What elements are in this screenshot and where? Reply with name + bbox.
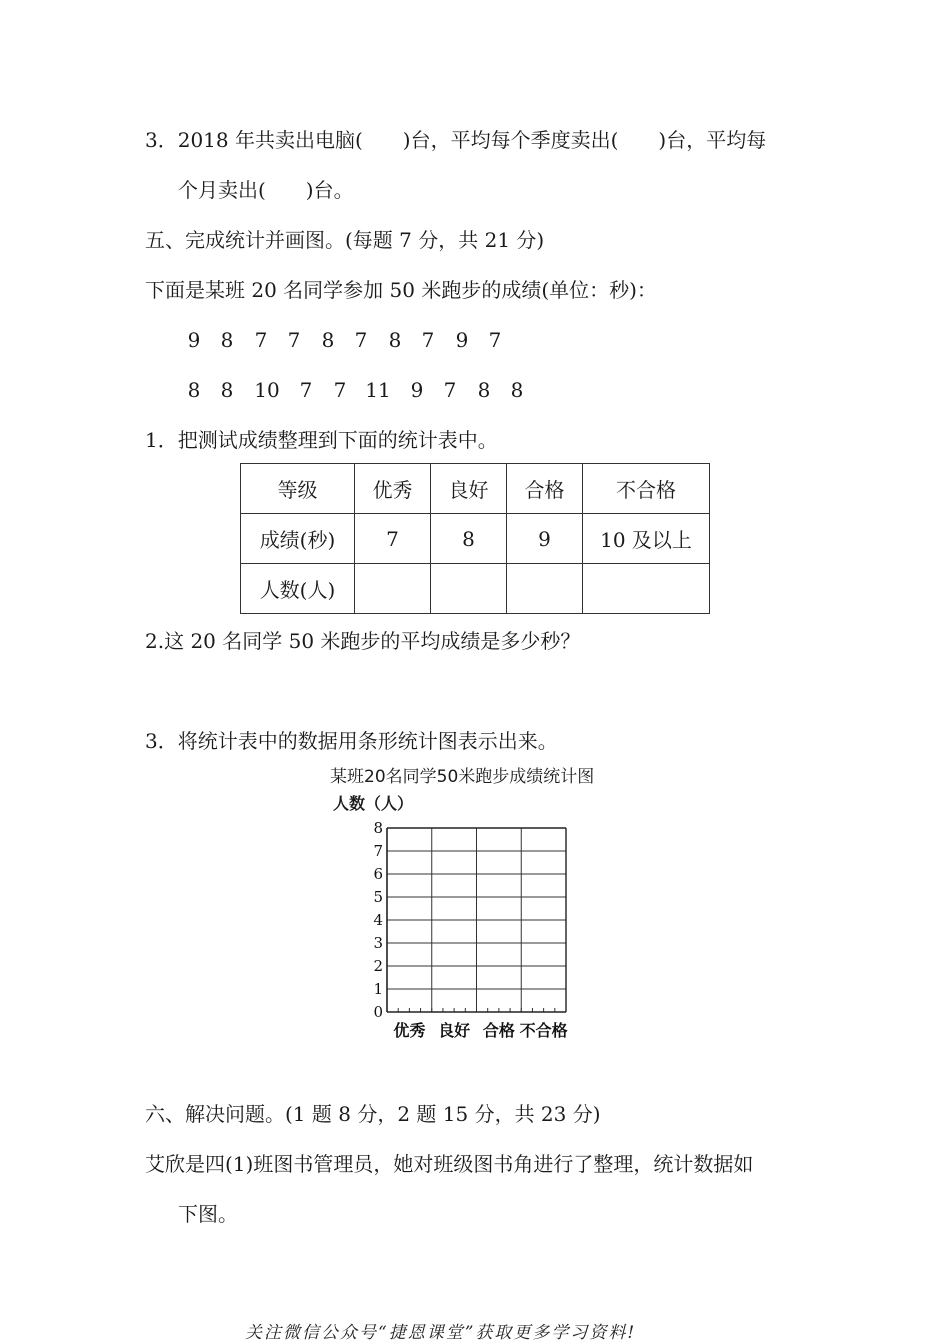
- table-cell: 8: [431, 514, 507, 564]
- y-tick-label: 5: [373, 888, 383, 906]
- y-tick-label: 1: [373, 980, 383, 998]
- q3-line1: 3．2018 年共卖出电脑( )台，平均每个季度卖出( )台，平均每: [145, 128, 767, 152]
- y-tick-label: 6: [373, 865, 383, 883]
- bar-chart: [360, 815, 600, 1045]
- x-category-label: 不合格: [519, 1021, 568, 1040]
- y-tick-label: 3: [373, 934, 383, 952]
- answer-cell[interactable]: [431, 564, 507, 614]
- chart-title: 某班20名同学50米跑步成绩统计图: [330, 767, 595, 787]
- y-tick-label: 8: [373, 819, 383, 837]
- score-value: 9: [410, 378, 424, 402]
- score-value: 7: [287, 328, 301, 352]
- y-tick-label: 7: [373, 842, 383, 860]
- table-cell: 7: [355, 514, 431, 564]
- score-value: 8: [321, 328, 335, 352]
- table-cell: 等级: [241, 464, 355, 514]
- score-value: 7: [421, 328, 435, 352]
- answer-cell[interactable]: [507, 564, 583, 614]
- score-value: 8: [510, 378, 524, 402]
- table-cell: 不合格: [583, 464, 710, 514]
- table-cell: 9: [507, 514, 583, 564]
- score-value: 7: [333, 378, 347, 402]
- y-tick-label: 2: [373, 957, 383, 975]
- y-tick-label: 0: [373, 1003, 383, 1021]
- score-value: 8: [388, 328, 402, 352]
- score-value: 9: [187, 328, 201, 352]
- score-value: 8: [187, 378, 201, 402]
- x-category-label: 优秀: [393, 1021, 426, 1040]
- q3-line2: 个月卖出( )台。: [178, 178, 354, 202]
- section5-heading: 五、完成统计并画图。(每题 7 分，共 21 分): [145, 228, 545, 252]
- table-row: [241, 464, 710, 514]
- score-value: 8: [220, 378, 234, 402]
- question-3: 3．将统计表中的数据用条形统计图表示出来。: [145, 729, 558, 753]
- score-value: 8: [220, 328, 234, 352]
- score-value: 7: [254, 328, 268, 352]
- question-2: 2.这 20 名同学 50 米跑步的平均成绩是多少秒？: [145, 629, 581, 653]
- table-cell: 合格: [507, 464, 583, 514]
- score-value: 7: [299, 378, 313, 402]
- x-category-label: 良好: [438, 1021, 471, 1040]
- table-cell: 优秀: [355, 464, 431, 514]
- score-value: 7: [354, 328, 368, 352]
- score-value: 7: [488, 328, 502, 352]
- statistics-table: [240, 463, 710, 614]
- answer-cell[interactable]: [583, 564, 710, 614]
- score-value: 9: [455, 328, 469, 352]
- section6-line2: 下图。: [178, 1202, 238, 1226]
- footer-note: 关注微信公众号“捷恩课堂”获取更多学习资料!: [245, 1323, 637, 1343]
- table-row: [241, 514, 710, 564]
- section5-intro: 下面是某班 20 名同学参加 50 米跑步的成绩(单位：秒)：: [145, 278, 657, 302]
- table-row: [241, 564, 710, 614]
- table-cell: 良好: [431, 464, 507, 514]
- question-1: 1．把测试成绩整理到下面的统计表中。: [145, 428, 498, 452]
- section6-heading: 六、解决问题。(1 题 8 分，2 题 15 分，共 23 分): [145, 1102, 601, 1126]
- table-cell: 人数(人): [241, 564, 355, 614]
- score-value: 8: [477, 378, 491, 402]
- score-value: 10: [254, 378, 280, 402]
- chart-y-axis-label: 人数（人）: [333, 794, 414, 813]
- answer-cell[interactable]: [355, 564, 431, 614]
- score-value: 11: [365, 378, 391, 402]
- table-cell: 10 及以上: [583, 514, 710, 564]
- x-category-label: 合格: [482, 1021, 515, 1040]
- score-value: 7: [443, 378, 457, 402]
- section6-line1: 艾欣是四(1)班图书管理员，她对班级图书角进行了整理，统计数据如: [145, 1152, 754, 1176]
- table-cell: 成绩(秒): [241, 514, 355, 564]
- y-tick-label: 4: [373, 911, 383, 929]
